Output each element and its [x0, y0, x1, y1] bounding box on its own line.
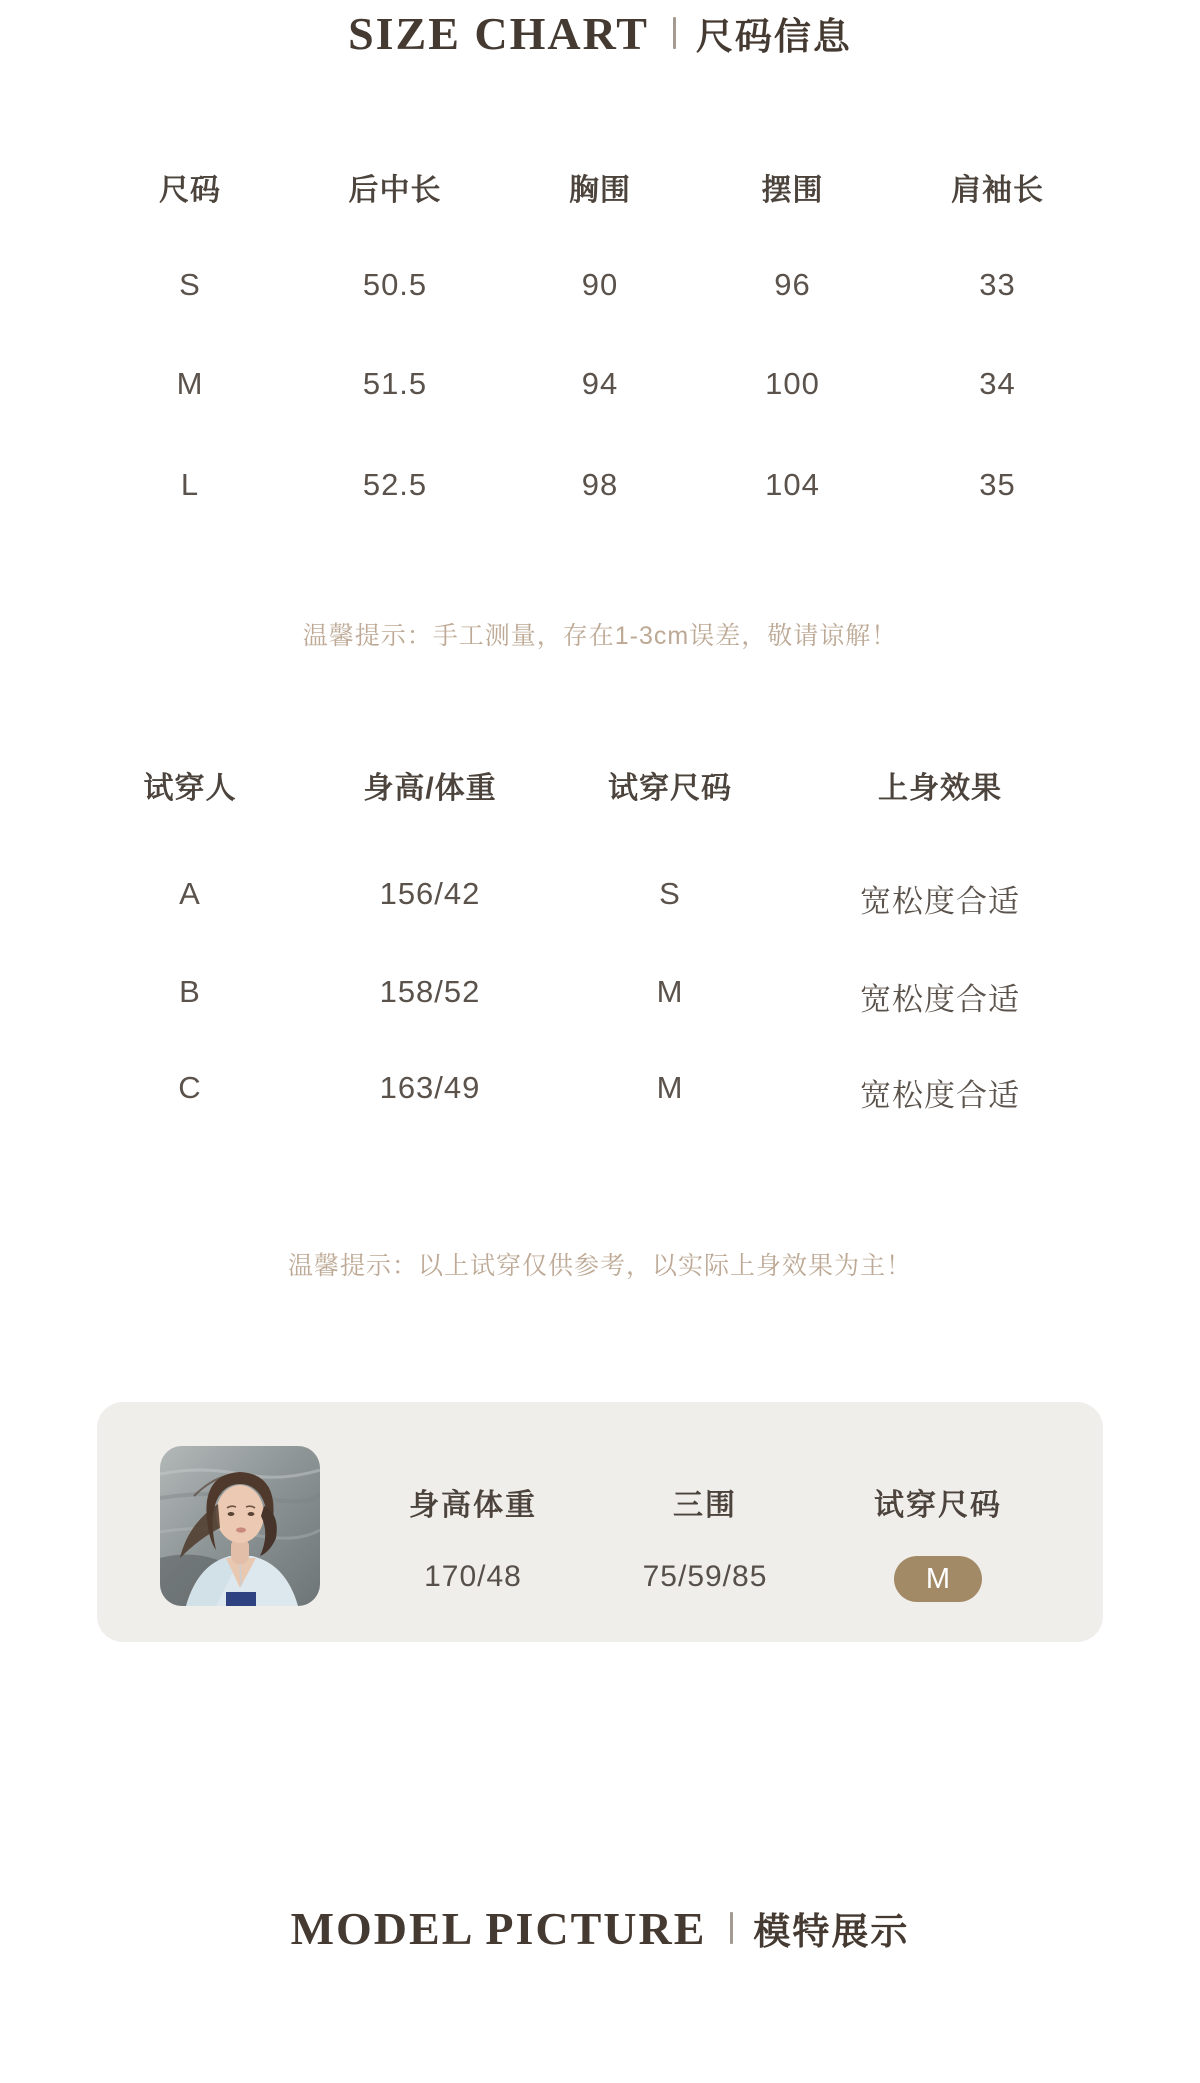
model-photo-image: [160, 1446, 320, 1606]
size-table-cell: 98: [581, 467, 619, 502]
fit-table-cell: C: [178, 1070, 202, 1105]
size-table-row: [90, 467, 1110, 503]
fit-table-cell: M: [656, 974, 684, 1009]
model-photo: [160, 1446, 320, 1606]
stat-label: 身高体重: [409, 1489, 537, 1522]
size-badge: M: [894, 1556, 982, 1602]
size-table-cell: S: [179, 267, 201, 302]
size-table-header-row: [90, 165, 1110, 209]
size-table-cell: 35: [979, 467, 1016, 502]
fit-table-row: [90, 974, 1110, 1019]
stat-label: 试穿尺码: [874, 1489, 1002, 1522]
stat-height-weight-value: 170/48: [424, 1560, 522, 1593]
size-table-header-cell: 胸围: [569, 174, 631, 207]
fit-table-cell: A: [179, 876, 201, 911]
size-table-cell: 34: [979, 366, 1016, 401]
size-table-header-cell: 尺码: [159, 174, 221, 207]
size-table-cell: 96: [774, 267, 811, 302]
size-table-cell: 51.5: [362, 366, 428, 401]
size-table-cell: 33: [979, 267, 1016, 302]
model-picture-title-en: MODEL PICTURE: [290, 1902, 707, 1954]
stat-label: 三围: [673, 1489, 737, 1522]
fit-table-header-cell: 试穿人: [143, 772, 237, 805]
size-table-cell: 94: [581, 366, 619, 401]
fit-table-note: 温馨提示：以上试穿仅供参考，以实际上身效果为主！: [287, 1252, 912, 1280]
model-info-card: [97, 1402, 1103, 1642]
size-chart-title-zh: 尺码信息: [695, 16, 852, 57]
fit-table-cell: M: [656, 1070, 684, 1105]
size-table-header-cell: 摆围: [761, 174, 824, 207]
size-chart-title: [0, 6, 1200, 60]
model-picture-title: [0, 1898, 1200, 1958]
size-table-cell: 52.5: [362, 467, 428, 502]
fit-table-header-row: [90, 763, 1110, 807]
fit-table-header-cell: 身高/体重: [363, 772, 497, 805]
title-divider-bar: [730, 1912, 733, 1944]
size-table-cell: 90: [581, 267, 619, 302]
size-chart-title-en: SIZE CHART: [348, 7, 649, 59]
fit-table-cell: 158/52: [379, 974, 481, 1009]
title-divider-bar: [673, 17, 676, 49]
size-table-note: 温馨提示：手工测量，存在1-3cm误差，敬请谅解！: [302, 622, 898, 650]
size-table-cell: 104: [765, 467, 820, 502]
fit-table-row: [90, 1070, 1110, 1115]
size-table-cell: L: [180, 467, 200, 502]
size-table-cell: M: [176, 366, 204, 401]
fit-table-header-cell: 上身效果: [878, 772, 1002, 805]
stat-measurements: [585, 1480, 825, 1524]
model-picture-title-zh: 模特展示: [753, 1911, 910, 1952]
fit-table-cell: 156/42: [379, 876, 481, 911]
size-table-cell: 50.5: [362, 267, 428, 302]
fit-table-row: [90, 876, 1110, 921]
stat-measurements-value: 75/59/85: [642, 1560, 768, 1593]
fit-table-cell: B: [179, 974, 201, 1009]
size-table-header-cell: 后中长: [348, 174, 442, 207]
fit-table-cell: 宽松度合适: [860, 884, 1020, 919]
stat-height-weight: [353, 1480, 593, 1524]
stat-fitting-size: [818, 1480, 1058, 1524]
size-table-row: [90, 366, 1110, 402]
size-table-cell: 100: [765, 366, 820, 401]
fit-table-cell: 宽松度合适: [860, 982, 1020, 1017]
size-table-row: [90, 267, 1110, 303]
fit-table-cell: S: [659, 876, 681, 911]
size-table-header-cell: 肩袖长: [951, 174, 1044, 207]
fit-table-header-cell: 试穿尺码: [608, 772, 732, 805]
fit-table-cell: 宽松度合适: [860, 1078, 1020, 1113]
fit-table-cell: 163/49: [379, 1070, 481, 1105]
